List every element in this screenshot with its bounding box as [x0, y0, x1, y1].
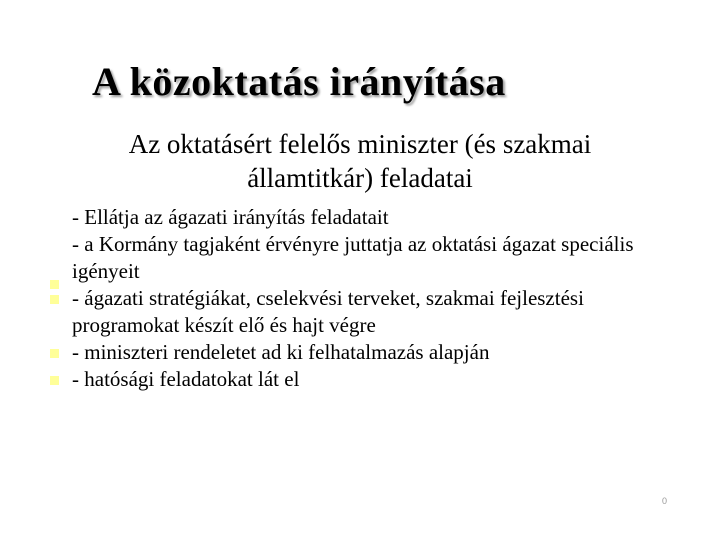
slide-subtitle: [60, 127, 660, 195]
square-bullet-icon: [50, 295, 59, 304]
page-number: 0: [662, 496, 668, 506]
bullet-item: [0, 339, 720, 366]
bullet-item: [0, 231, 720, 285]
bullet-text: - ágazati stratégiákat, cselekvési terveket, szakmai fejlesztési programokat készít elő és hajt végre: [72, 286, 584, 337]
bullet-text: - Ellátja az ágazati irányítás feladatait: [72, 205, 389, 229]
bullet-text: - a Kormány tagjaként érvényre juttatja az oktatási ágazat speciális igényeit: [72, 232, 634, 283]
slide-title: A közoktatás irányítása: [92, 59, 506, 104]
bullet-list: [0, 204, 720, 393]
subtitle-line: Az oktatásért felelős miniszter (és szakmai: [128, 129, 592, 159]
bullet-item: [0, 285, 720, 339]
bullet-item: [0, 204, 720, 231]
bullet-text: - hatósági feladatokat lát el: [72, 367, 300, 391]
subtitle-line: államtitkár) feladatai: [247, 163, 473, 193]
square-bullet-icon: [50, 376, 59, 385]
square-bullet-icon: [50, 349, 59, 358]
bullet-text: - miniszteri rendeletet ad ki felhatalmazás alapján: [72, 340, 490, 364]
bullet-item: [0, 366, 720, 393]
